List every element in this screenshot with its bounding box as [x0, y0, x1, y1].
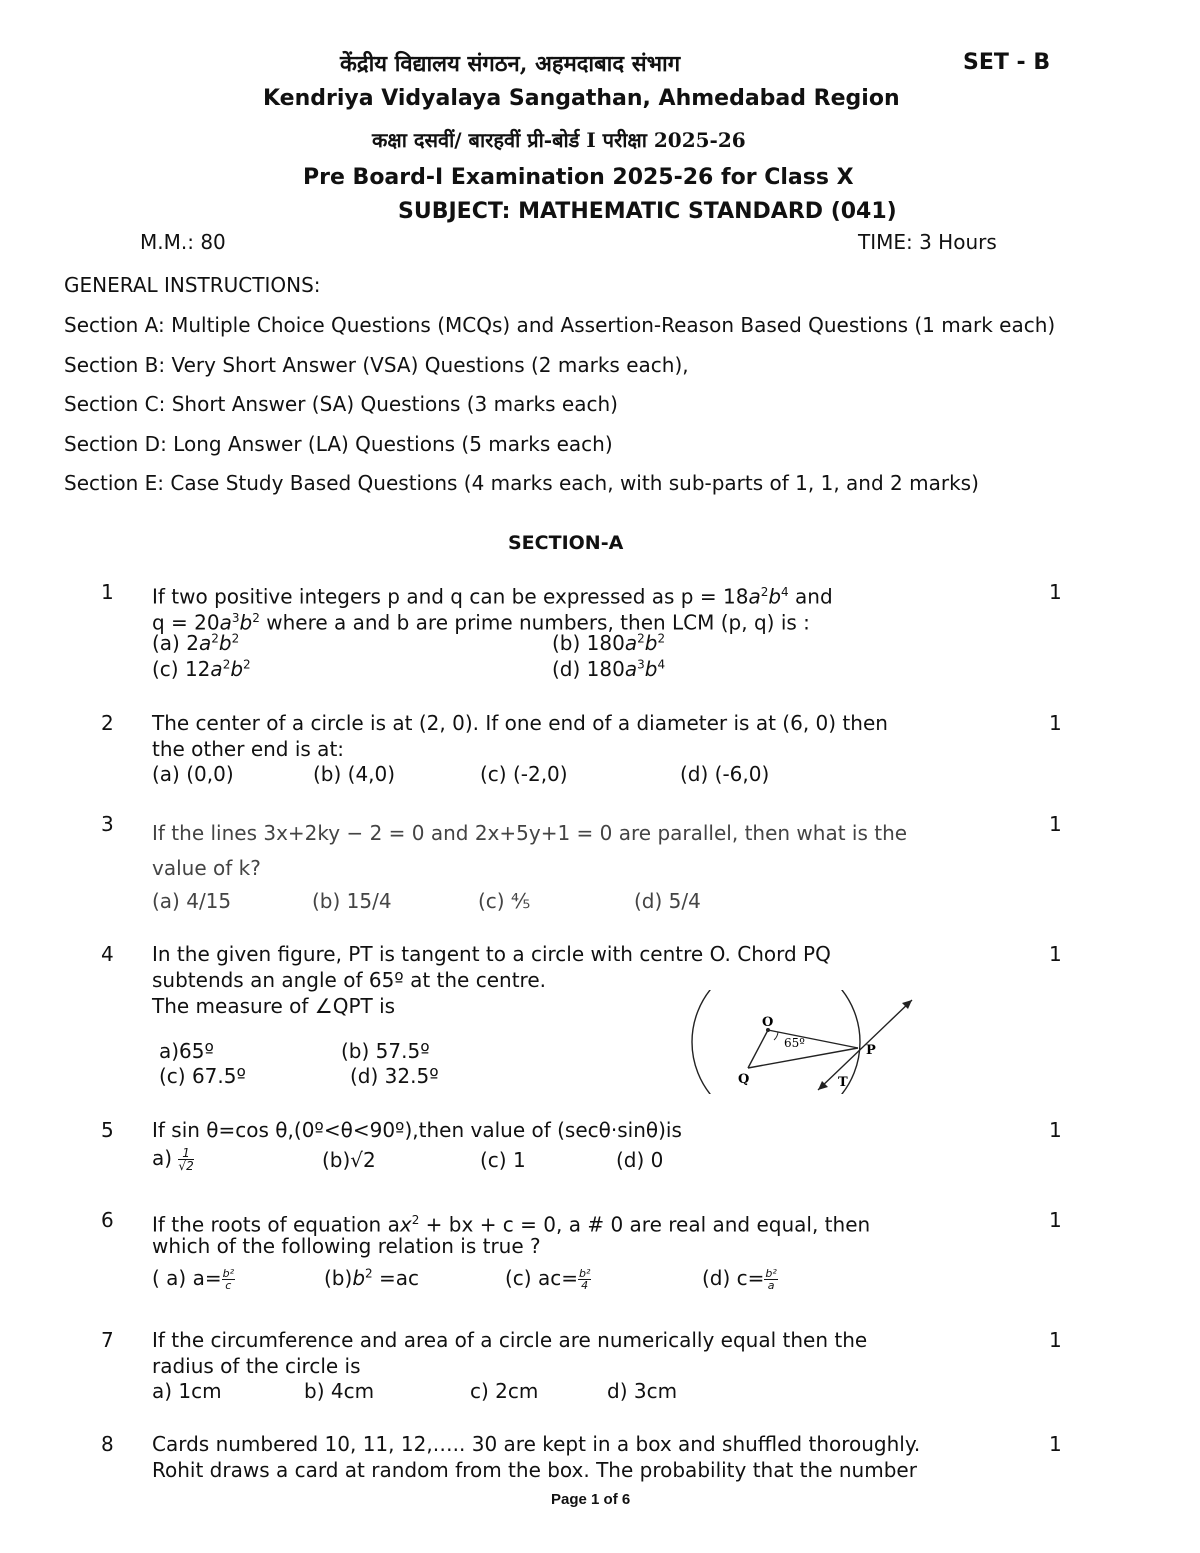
option-a: a) 1cm: [152, 1379, 222, 1403]
question-text: value of k?: [152, 856, 261, 880]
question-marks: 1: [1049, 580, 1062, 604]
instruction-line: Section D: Long Answer (LA) Questions (5 marks each): [64, 432, 613, 456]
option-b: $(b)b^2 =ac$: [324, 1266, 420, 1290]
question-text: If sin θ=cos θ,(0º<θ<90º),then value of (secθ·sinθ)is: [152, 1118, 682, 1142]
option-d: d) 3cm: [607, 1379, 678, 1403]
option-a: (a) $2a^2b^2$: [152, 631, 240, 655]
option-c: (c) (-2,0): [480, 762, 568, 786]
instruction-line: Section A: Multiple Choice Questions (MCQs) and Assertion-Reason Based Questions (1 mark each): [64, 313, 1056, 337]
time-allowed: TIME: 3 Hours: [858, 230, 997, 254]
option-b: (b) $180a^2b^2$: [552, 631, 666, 655]
option-b: (b) 15/4: [312, 889, 392, 913]
section-title: SECTION-A: [508, 532, 624, 554]
option-d: (d) $180a^3b^4$: [552, 657, 666, 681]
radius-oq: [748, 1030, 768, 1068]
page-footer: Page 1 of 6: [551, 1491, 631, 1508]
option-a: a) $\frac{1}{√2}$: [152, 1146, 194, 1173]
question-text: If the roots of equation $ax^2$ + bx + c = 0, a # 0 are real and equal, then: [152, 1212, 871, 1237]
label-o: O: [762, 1015, 774, 1030]
label-q: Q: [738, 1072, 750, 1087]
option-a: ( a) a= $\frac{\text{b²}}{c}$: [152, 1266, 234, 1292]
question-marks: 1: [1049, 711, 1062, 735]
option-d: (d) 32.5º: [350, 1064, 439, 1088]
question-text: subtends an angle of 65º at the centre.: [152, 968, 546, 992]
option-c: (c) $12a^2b^2$: [152, 657, 251, 681]
question-marks: 1: [1049, 1432, 1062, 1456]
question-text: The measure of ∠QPT is: [152, 994, 396, 1018]
question-text: Cards numbered 10, 11, 12,….. 30 are kept in a box and shuffled thoroughly.: [152, 1432, 921, 1456]
hindi-org-title: केंद्रीय विद्यालय संगठन, अहमदाबाद संभाग: [340, 51, 681, 77]
circle-shape: [692, 990, 860, 1094]
chord-pq: [748, 1048, 858, 1068]
question-number: 5: [101, 1118, 114, 1142]
question-marks: 1: [1049, 1118, 1062, 1142]
subject-title: SUBJECT: MATHEMATIC STANDARD (041): [398, 199, 897, 224]
set-label: SET - B: [963, 50, 1051, 75]
option-a: (a) 4/15: [152, 889, 232, 913]
question-text: If the circumference and area of a circle are numerically equal then the: [152, 1328, 868, 1352]
option-a: (a) (0,0): [152, 762, 234, 786]
question-text: The center of a circle is at (2, 0). If one end of a diameter is at (6, 0) then: [152, 711, 888, 735]
option-c: (c) ac= $\frac{\text{b²}}{4}$: [505, 1266, 591, 1292]
question-number: 7: [101, 1328, 114, 1352]
max-marks: M.M.: 80: [140, 230, 226, 254]
question-number: 2: [101, 711, 114, 735]
question-marks: 1: [1049, 1328, 1062, 1352]
question-text: If two positive integers p and q can be expressed as $p = 18a^2b^4$ and: [152, 584, 833, 609]
option-b: (b) (4,0): [313, 762, 396, 786]
question-text: the other end is at:: [152, 737, 345, 761]
question-marks: 1: [1049, 812, 1062, 836]
question-text: which of the following relation is true ?: [152, 1234, 541, 1258]
option-b: (b)√2: [322, 1148, 376, 1172]
angle-label: 65º: [784, 1036, 805, 1050]
option-b: (b) 57.5º: [341, 1039, 430, 1063]
hindi-exam-title: कक्षा दसवीं/ बारहवीं प्री-बोर्ड I परीक्षा 2025-26: [372, 128, 746, 152]
org-title: Kendriya Vidyalaya Sangathan, Ahmedabad Region: [263, 86, 900, 111]
option-d: (d) 5/4: [634, 889, 701, 913]
instruction-line: Section E: Case Study Based Questions (4 marks each, with sub-parts of 1, 1, and 2 marks): [64, 471, 979, 495]
instruction-line: Section C: Short Answer (SA) Questions (3 marks each): [64, 392, 618, 416]
question-number: 6: [101, 1208, 114, 1232]
option-a: a)65º: [159, 1039, 214, 1063]
question-marks: 1: [1049, 1208, 1062, 1232]
exam-title: Pre Board-I Examination 2025-26 for Class X: [303, 165, 854, 190]
option-c: c) 2cm: [470, 1379, 539, 1403]
question-number: 1: [101, 580, 114, 604]
angle-arc: [774, 1032, 778, 1040]
radius-op: [768, 1030, 858, 1048]
option-c: (c) ⅘: [478, 889, 531, 913]
question-marks: 1: [1049, 942, 1062, 966]
question-number: 8: [101, 1432, 114, 1456]
option-d: (d) c= $\frac{\text{b²}}{a}$: [702, 1266, 777, 1292]
label-t: T: [838, 1075, 848, 1090]
instruction-line: Section B: Very Short Answer (VSA) Questions (2 marks each),: [64, 353, 689, 377]
question-text: Rohit draws a card at random from the box. The probability that the number: [152, 1458, 917, 1482]
question-number: 4: [101, 942, 114, 966]
option-b: b) 4cm: [304, 1379, 375, 1403]
option-c: (c) 67.5º: [159, 1064, 246, 1088]
option-c: (c) 1: [480, 1148, 526, 1172]
question-text: If the lines 3x+2ky − 2 = 0 and 2x+5y+1 = 0 are parallel, then what is the: [152, 821, 908, 845]
option-d: (d) 0: [616, 1148, 664, 1172]
question-text: radius of the circle is: [152, 1354, 361, 1378]
label-p: P: [866, 1043, 876, 1058]
question-text: $q = 20a^3b^2$ where a and b are prime numbers, then LCM (p, q) is :: [152, 610, 810, 635]
tangent-line: [818, 1000, 912, 1090]
instructions-title: GENERAL INSTRUCTIONS:: [64, 273, 321, 297]
question-number: 3: [101, 812, 114, 836]
option-d: (d) (-6,0): [680, 762, 770, 786]
question-text: In the given figure, PT is tangent to a circle with centre O. Chord PQ: [152, 942, 831, 966]
tangent-circle-figure: [686, 990, 926, 1094]
